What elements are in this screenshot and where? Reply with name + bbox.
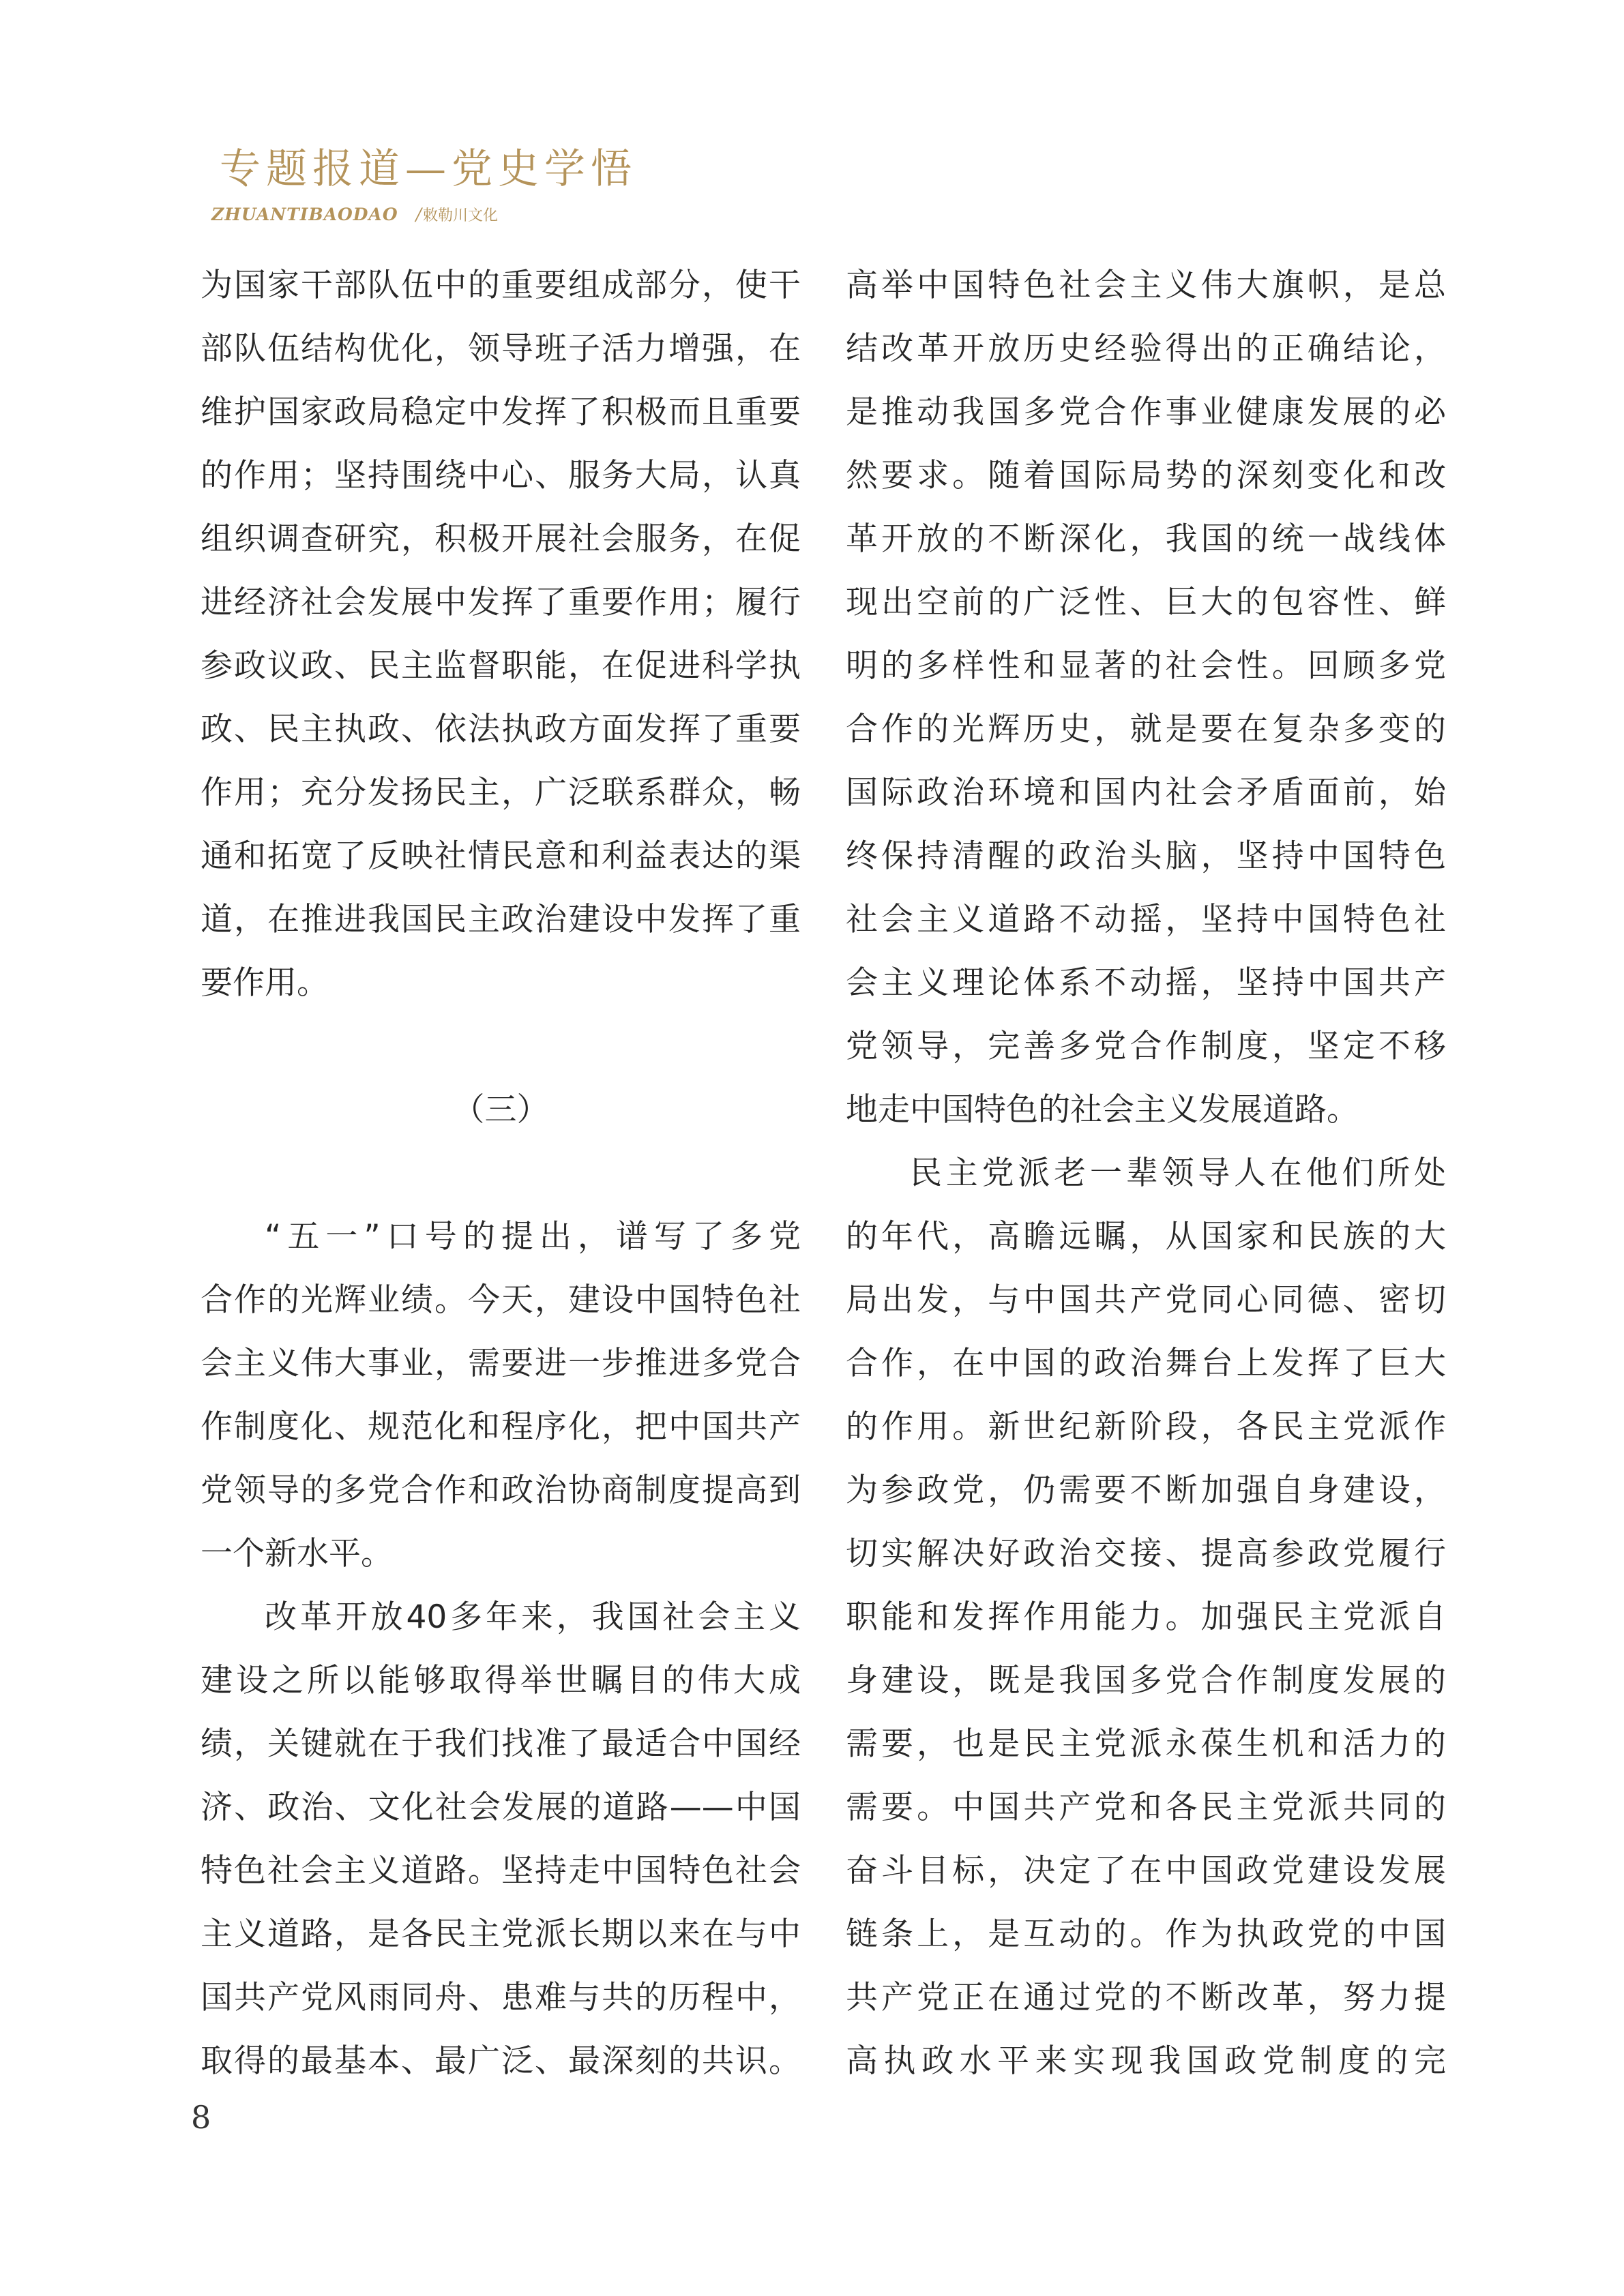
text-line: 身建设，既是我国多党合作制度发展的 (846, 1662, 1446, 1699)
text-line: 革开放的不断深化，我国的统一战线体 (846, 520, 1446, 558)
text-line: 要作用。 (201, 964, 329, 1002)
text-line: 明的多样性和显著的社会性。回顾多党 (846, 647, 1446, 685)
text-line: 为参政党，仍需要不断加强自身建设， (846, 1472, 1446, 1509)
text-line: 会主义伟大事业，需要进一步推进多党合 (201, 1345, 801, 1382)
text-line: 切实解决好政治交接、提高参政党履行 (846, 1535, 1446, 1572)
text-line: 社会主义道路不动摇，坚持中国特色社 (846, 901, 1446, 938)
text-line: 合作的光辉历史，就是要在复杂多变的 (846, 711, 1446, 748)
text-line: 局出发，与中国共产党同心同德、密切 (846, 1281, 1446, 1319)
text-line: 进经济社会发展中发挥了重要作用；履行 (201, 584, 801, 621)
text-line: 济、政治、文化社会发展的道路——中国 (201, 1789, 801, 1826)
text-line: 的作用；坚持围绕中心、服务大局，认真 (201, 457, 801, 494)
text-line: 一个新水平。 (201, 1535, 393, 1572)
text-line: 现出空前的广泛性、巨大的包容性、鲜 (846, 584, 1446, 621)
text-line: 作制度化、规范化和程序化，把中国共产 (201, 1408, 801, 1446)
header-pinyin: ZHUANTIBAODAO (211, 205, 398, 224)
text-line: 民主党派老一辈领导人在他们所处 (910, 1154, 1446, 1192)
section-heading: （三） (452, 1091, 549, 1129)
text-line: 需要。中国共产党和各民主党派共同的 (846, 1789, 1446, 1826)
text-line: 是推动我国多党合作事业健康发展的必 (846, 393, 1446, 431)
text-line: 的年代，高瞻远瞩，从国家和民族的大 (846, 1218, 1446, 1255)
header-brand: 敕勒川文化 (423, 207, 499, 224)
text-line: 主义道路，是各民主党派长期以来在与中 (201, 1915, 801, 1953)
text-line: 合作的光辉业绩。今天，建设中国特色社 (201, 1281, 801, 1319)
text-line: 为国家干部队伍中的重要组成部分，使干 (201, 267, 801, 304)
text-line: 然要求。随着国际局势的深刻变化和改 (846, 457, 1446, 494)
spacer (201, 1142, 801, 1205)
text-line: 取得的最基本、最广泛、最深刻的共识。 (201, 2042, 801, 2080)
paragraph-1 (201, 254, 801, 1015)
text-line: 国共产党风雨同舟、患难与共的历程中， (201, 1979, 801, 2016)
text-line: 合作，在中国的政治舞台上发挥了巨大 (846, 1345, 1446, 1382)
text-line: 作用；充分发扬民主，广泛联系群众，畅 (201, 774, 801, 811)
text-line: 的作用。新世纪新阶段，各民主党派作 (846, 1408, 1446, 1446)
text-line: 维护国家政局稳定中发挥了积极而且重要 (201, 393, 801, 431)
text-line: 政、民主执政、依法执政方面发挥了重要 (201, 711, 801, 748)
text-line: 结改革开放历史经验得出的正确结论， (846, 330, 1446, 368)
paragraph-2 (201, 1205, 801, 1585)
text-line: 奋斗目标，决定了在中国政党建设发展 (846, 1852, 1446, 1890)
text-line: 会主义理论体系不动摇，坚持中国共产 (846, 964, 1446, 1002)
paragraph-3 (201, 1585, 801, 2093)
text-line: 部队伍结构优化，领导班子活力增强，在 (201, 330, 801, 368)
text-line: 建设之所以能够取得举世瞩目的伟大成 (201, 1662, 801, 1699)
spacer (201, 1015, 801, 1078)
section-header-subtitle (211, 206, 498, 224)
text-line: 地走中国特色的社会主义发展道路。 (846, 1091, 1359, 1129)
text-line: 组织调查研究，积极开展社会服务，在促 (201, 520, 801, 558)
paragraph-2 (846, 1142, 1446, 2093)
text-line: 需要，也是民主党派永葆生机和活力的 (846, 1725, 1446, 1763)
text-line: 高执政水平来实现我国政党制度的完 (846, 2042, 1446, 2080)
text-line: 共产党正在通过党的不断改革，努力提 (846, 1979, 1446, 2016)
left-column (201, 254, 801, 2093)
text-line: 链条上，是互动的。作为执政党的中国 (846, 1915, 1446, 1953)
text-line: 党领导的多党合作和政治协商制度提高到 (201, 1472, 801, 1509)
text-line: 职能和发挥作用能力。加强民主党派自 (846, 1598, 1446, 1636)
text-line: 国际政治环境和国内社会矛盾面前，始 (846, 774, 1446, 811)
section-header-title: 专题报道—党史学悟 (220, 145, 637, 193)
text-line: 参政议政、民主监督职能，在促进科学执 (201, 647, 801, 685)
text-line: 道，在推进我国民主政治建设中发挥了重 (201, 901, 801, 938)
text-line: 高举中国特色社会主义伟大旗帜，是总 (846, 267, 1446, 304)
text-line: 通和拓宽了反映社情民意和利益表达的渠 (201, 837, 801, 875)
text-line: 特色社会主义道路。坚持走中国特色社会 (201, 1852, 801, 1890)
text-line: 党领导，完善多党合作制度，坚定不移 (846, 1028, 1446, 1065)
header-slash: / (415, 205, 422, 224)
text-line: 绩，关键就在于我们找准了最适合中国经 (201, 1725, 801, 1763)
right-column (846, 254, 1446, 2093)
text-line: 改革开放40多年来，我国社会主义 (265, 1598, 801, 1636)
text-line: 终保持清醒的政治头脑，坚持中国特色 (846, 837, 1446, 875)
text-line: “五一”口号的提出，谱写了多党 (265, 1218, 801, 1255)
page-number: 8 (191, 2099, 211, 2136)
paragraph-1 (846, 254, 1446, 1142)
